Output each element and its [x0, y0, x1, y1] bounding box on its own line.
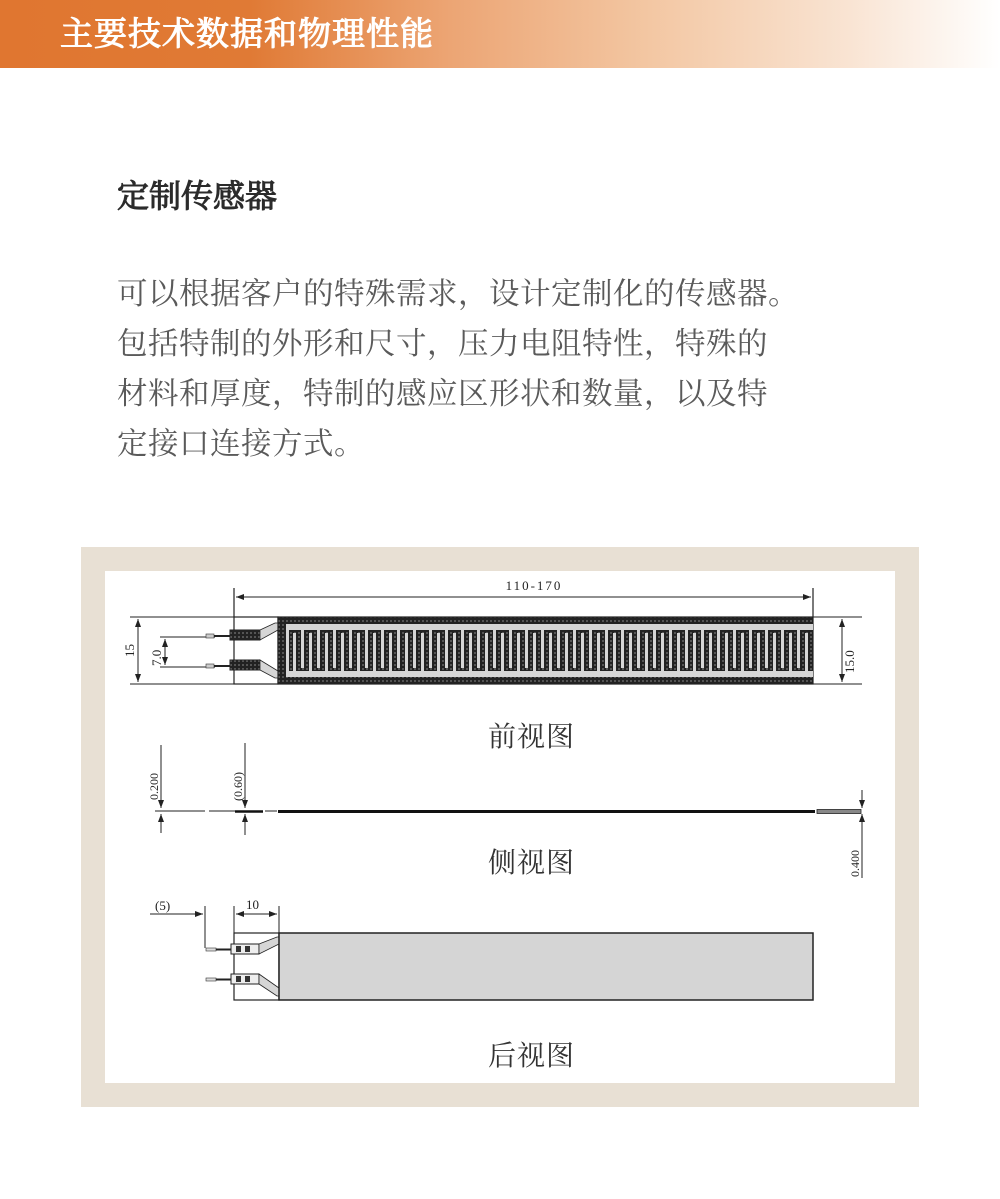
thickness-dimension-0400: 0.400 [848, 850, 862, 877]
description-line: 可以根据客户的特殊需求，设计定制化的传感器。 [117, 277, 799, 312]
header-title: 主要技术数据和物理性能 [60, 14, 434, 53]
technical-drawing [105, 571, 895, 1083]
side-view-caption: 侧视图 [488, 846, 576, 879]
description-line: 包括特制的外形和尺寸，压力电阻特性，特殊的 [117, 327, 768, 362]
length-dimension: 110-170 [505, 578, 563, 593]
description-paragraph [117, 270, 937, 470]
back-view [150, 906, 813, 1000]
pin-spacing-dimension: 7.0 [149, 649, 164, 666]
front-view-caption: 前视图 [488, 720, 576, 753]
connector-width-dimension: 10 [246, 897, 259, 912]
height-dimension-left: 15 [122, 644, 137, 657]
header-banner [0, 0, 1000, 68]
lead-length-dimension: (5) [155, 898, 171, 913]
section-title: 定制传感器 [117, 177, 278, 215]
thickness-dimension-0200: 0.200 [147, 773, 161, 800]
description-line: 材料和厚度，特制的感应区形状和数量，以及特 [117, 377, 768, 412]
thickness-dimension-060: (0.60) [231, 772, 245, 801]
technical-drawing-frame [81, 547, 919, 1107]
back-view-caption: 后视图 [488, 1039, 576, 1072]
sensor-drawing-svg [105, 571, 895, 1083]
description-line: 定接口连接方式。 [117, 427, 365, 462]
height-dimension-right: 15.0 [842, 650, 857, 673]
front-view [130, 588, 862, 684]
